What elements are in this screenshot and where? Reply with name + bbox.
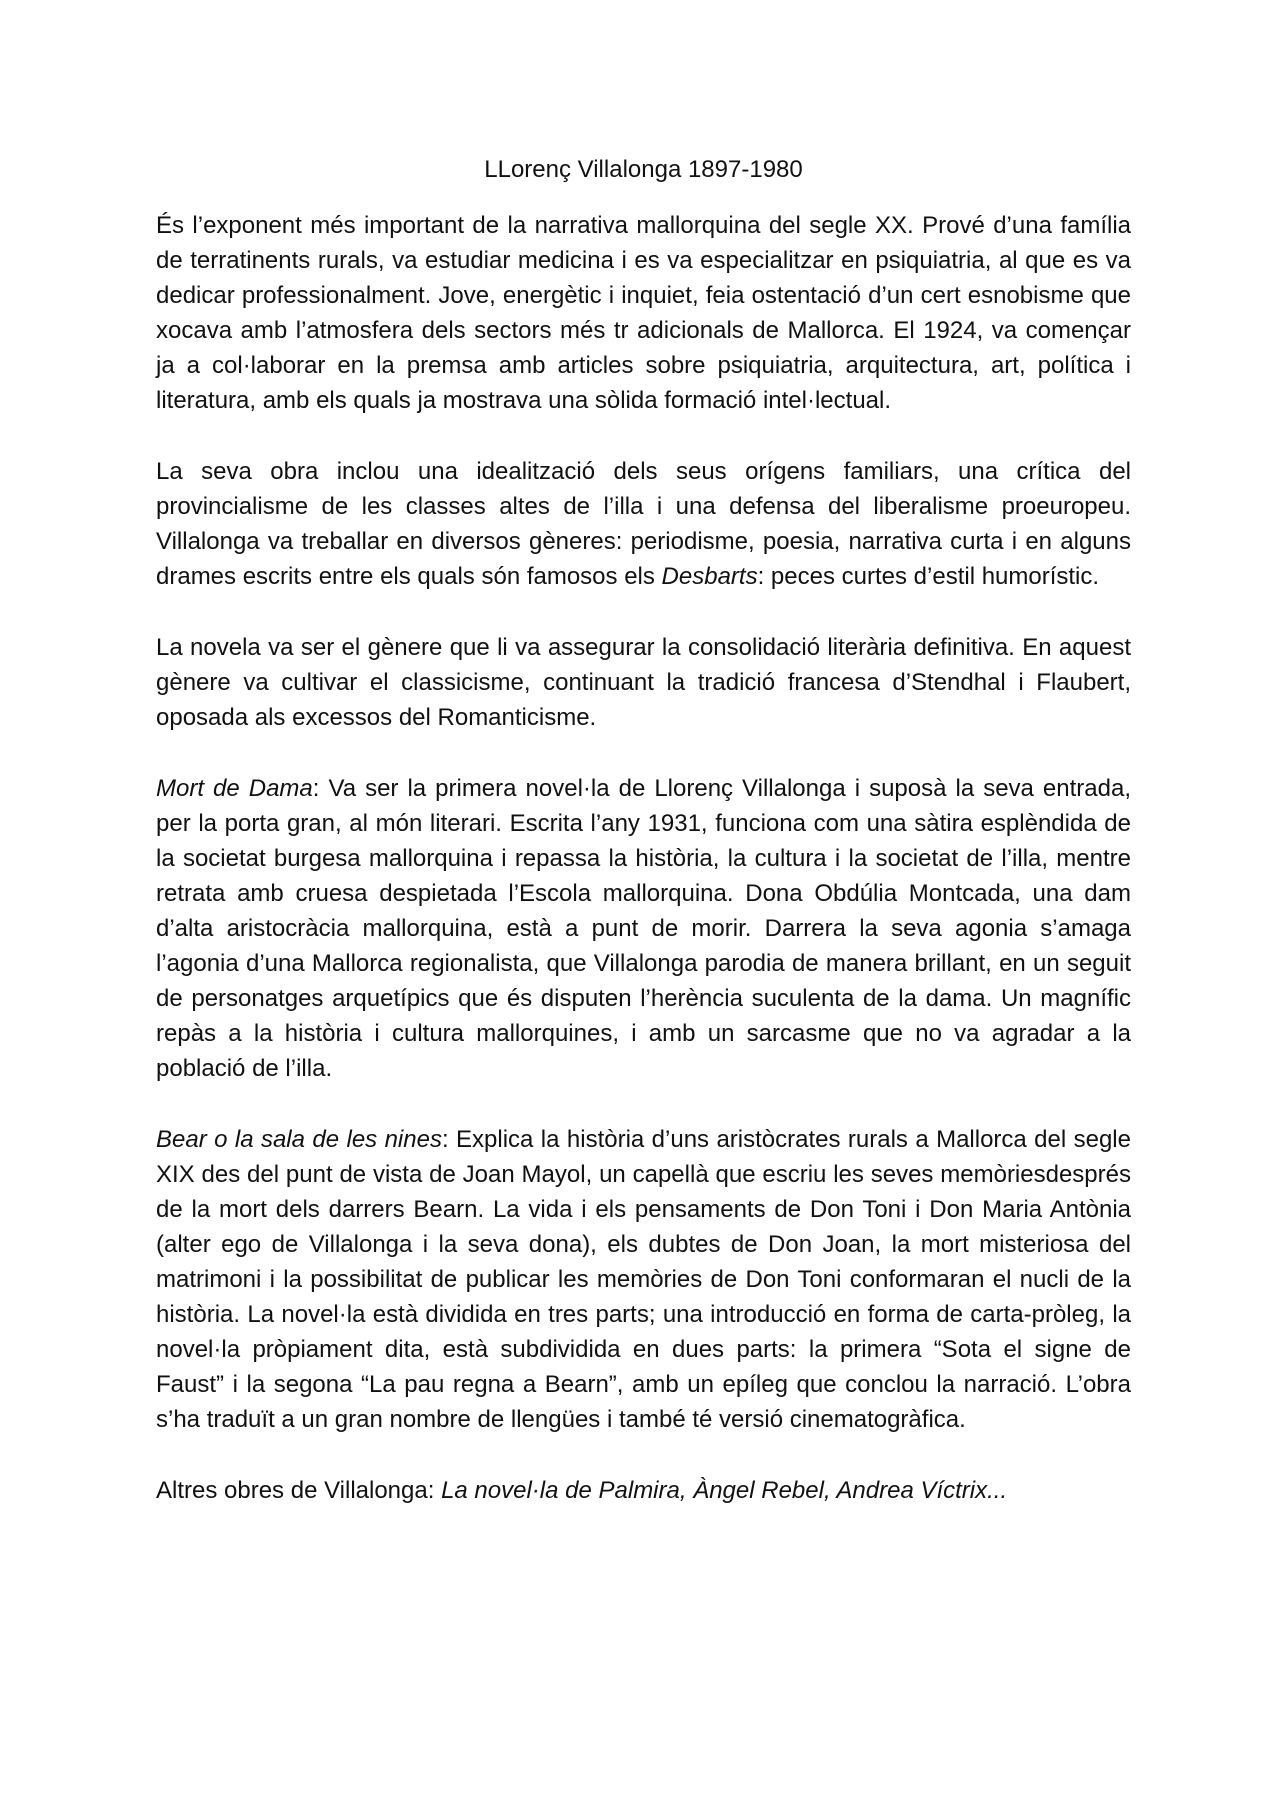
document-body [156,152,1131,1508]
paragraph-text: : Explica la història d’uns aristòcrates rurals a Mallorca del segle XIX des del punt de vista de Joan Mayol, un capellà que escriu les seves memòriesdesprés de la mort dels darrers Bearn. La vida i els pensaments de Don Toni i Don Maria Antònia (alter ego de Villalonga i la seva dona), els dubtes de Don Joan, la mort misteriosa del matrimoni i la possibilitat de publicar les memòries de Don Toni conformaran el nucli de la història. La novel·la està dividida en tres parts; una introducció en forma de carta-pròleg, la novel·la pròpiament dita, està subdividida en dues parts: la primera “Sota el signe de Faust” i la segona “La pau regna a Bearn”, amb un epíleg que conclou la narració. L’obra s’ha traduït a un gran nombre de llengües i també té versió cinematogràfica. [156,1126,1131,1433]
paragraph-bearn [156,1122,1131,1437]
work-title-desbarts: Desbarts [661,563,758,590]
paragraph-text: Altres obres de Villalonga: [156,1477,442,1504]
paragraph-works-overview [156,454,1131,594]
work-title-mort-de-dama: Mort de Dama [156,775,313,802]
other-works-titles: La novel·la de Palmira, Àngel Rebel, Andrea Víctrix... [441,1477,1008,1504]
paragraph-text: : peces curtes d’estil humorístic. [757,563,1100,590]
paragraph-mort-de-dama [156,771,1131,1086]
paragraph-text: La seva obra inclou una idealització dels seus orígens familiars, una crítica del provincialisme de les classes altes de l’illa i una defensa del liberalisme proeuropeu. Villalonga va treballar en diversos gèneres: periodisme, poesia, narrativa curta i en alguns drames escrits entre els quals són famosos els [156,458,1131,590]
document-title: LLorenç Villalonga 1897-1980 [484,156,803,183]
paragraph-novel-genre: La novela va ser el gènere que li va assegurar la consolidació literària definitiva. En aquest gènere va cultivar el classicisme, continuant la tradició francesa d’Stendhal i Flaubert, oposada als excessos del Romanticisme. [156,634,1131,731]
paragraph-biography: És l’exponent més important de la narrativa mallorquina del segle XX. Prové d’una família de terratinents rurals, va estudiar medicina i es va especialitzar en psiquiatria, al que es va dedicar professionalment. Jove, energètic i inquiet, feia ostentació d’un cert esnobisme que xocava amb l’atmosfera dels sectors més tr adicionals de Mallorca. El 1924, va començar ja a col·laborar en la premsa amb articles sobre psiquiatria, arquitectura, art, política i literatura, amb els quals ja mostrava una sòlida formació intel·lectual. [156,212,1131,414]
paragraph-text: : Va ser la primera novel·la de Llorenç Villalonga i suposà la seva entrada, per la porta gran, al món literari. Escrita l’any 1931, funciona com una sàtira esplèndida de la societat burgesa mallorquina i repassa la història, la cultura i la societat de l’illa, mentre retrata amb cruesa despietada l’Escola mallorquina. Dona Obdúlia Montcada, una dam d’alta aristocràcia mallorquina, està a punt de morir. Darrera la seva agonia s’amaga l’agonia d’una Mallorca regionalista, que Villalonga parodia de manera brillant, en un seguit de personatges arquetípics que és disputen l’herència suculenta de la dama. Un magnífic repàs a la història i cultura mallorquines, i amb un sarcasme que no va agradar a la població de l’illa. [156,775,1131,1082]
work-title-bearn: Bear o la sala de les nines [156,1126,442,1153]
paragraph-other-works [156,1473,1131,1508]
